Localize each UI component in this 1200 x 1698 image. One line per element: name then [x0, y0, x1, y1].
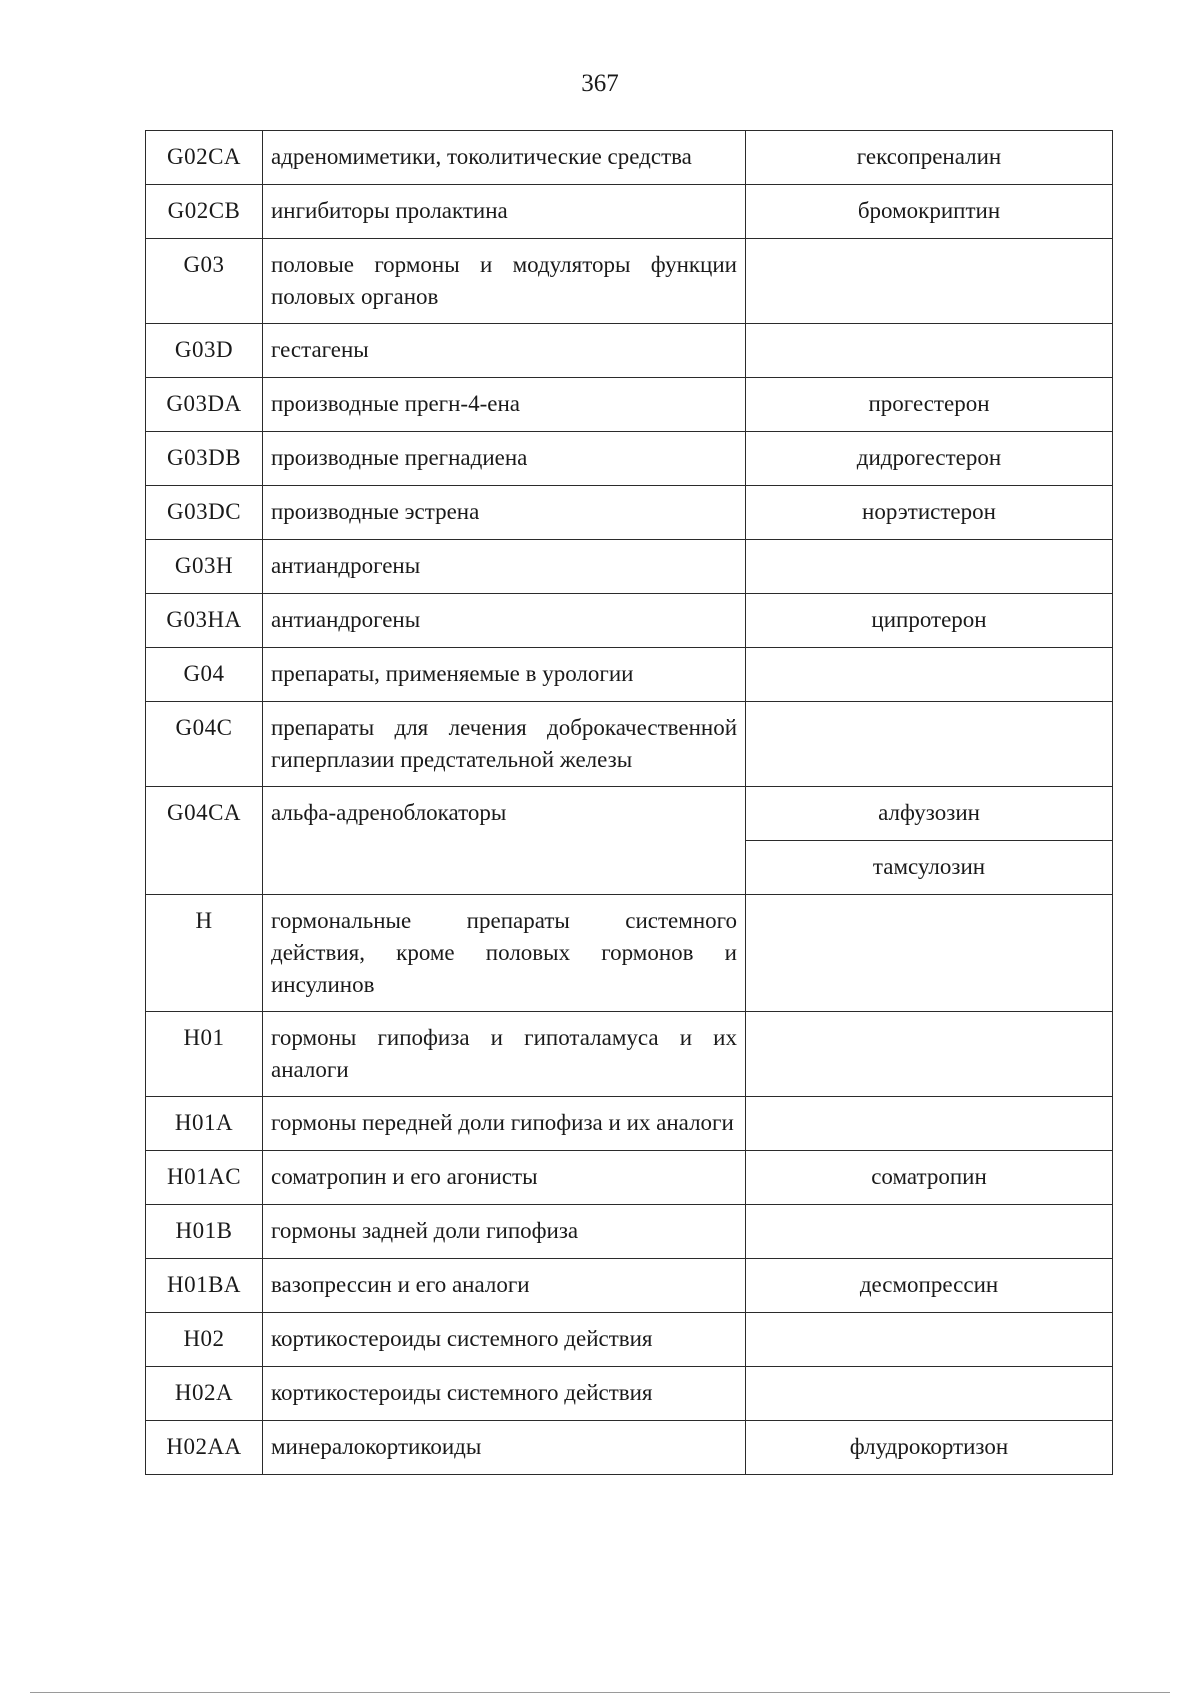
atc-code-cell: H01B	[146, 1205, 263, 1259]
table-row	[146, 239, 1113, 324]
atc-classification-table	[145, 130, 1113, 1475]
table-row	[146, 702, 1113, 787]
atc-code-cell: G04C	[146, 702, 263, 787]
atc-description-cell: вазопрессин и его аналоги	[263, 1259, 746, 1313]
drug-name-cell: флудрокортизон	[746, 1421, 1113, 1475]
atc-code-cell: H01	[146, 1012, 263, 1097]
atc-description-cell: антиандрогены	[263, 594, 746, 648]
atc-code-cell: H02AA	[146, 1421, 263, 1475]
drug-name-cell: прогестерон	[746, 378, 1113, 432]
bottom-scan-line	[30, 1692, 1170, 1693]
atc-description-cell: гормональные препараты системного действия, кроме половых гормонов и инсулинов	[263, 895, 746, 1012]
atc-description-cell: гормоны задней доли гипофиза	[263, 1205, 746, 1259]
drug-name-cell	[746, 1097, 1113, 1151]
atc-code-cell: G03	[146, 239, 263, 324]
atc-code-cell: G02CB	[146, 185, 263, 239]
atc-code-cell: G04CA	[146, 787, 263, 895]
atc-code-cell: G04	[146, 648, 263, 702]
table-row	[146, 1367, 1113, 1421]
atc-description-cell: соматропин и его агонисты	[263, 1151, 746, 1205]
table-row	[146, 324, 1113, 378]
atc-code-cell: H01AC	[146, 1151, 263, 1205]
drug-name-cell	[746, 324, 1113, 378]
drug-name-cell	[746, 1313, 1113, 1367]
drug-name-cell: соматропин	[746, 1151, 1113, 1205]
table-row	[146, 1012, 1113, 1097]
table-row	[146, 787, 1113, 841]
atc-description-cell: препараты для лечения доброкачественной гиперплазии предстательной железы	[263, 702, 746, 787]
atc-description-cell: адреномиметики, токолитические средства	[263, 131, 746, 185]
drug-name-cell: бромокриптин	[746, 185, 1113, 239]
atc-description-cell: производные эстрена	[263, 486, 746, 540]
atc-description-cell: кортикостероиды системного действия	[263, 1313, 746, 1367]
drug-name-cell: гексопреналин	[746, 131, 1113, 185]
atc-description-cell: половые гормоны и модуляторы функции половых органов	[263, 239, 746, 324]
drug-name-cell	[746, 1012, 1113, 1097]
table-row	[146, 432, 1113, 486]
atc-description-cell: производные прегн-4-ена	[263, 378, 746, 432]
atc-code-cell: G03D	[146, 324, 263, 378]
drug-name-cell: десмопрессин	[746, 1259, 1113, 1313]
drug-name-cell	[746, 239, 1113, 324]
atc-code-cell: G03DA	[146, 378, 263, 432]
drug-name-cell	[746, 702, 1113, 787]
atc-description-cell: производные прегнадиена	[263, 432, 746, 486]
drug-name-cell	[746, 648, 1113, 702]
table-row	[146, 594, 1113, 648]
table-row	[146, 648, 1113, 702]
atc-code-cell: H02A	[146, 1367, 263, 1421]
atc-description-cell: препараты, применяемые в урологии	[263, 648, 746, 702]
atc-code-cell: G03DB	[146, 432, 263, 486]
drug-name-cell	[746, 1205, 1113, 1259]
table-row	[146, 185, 1113, 239]
atc-description-cell: гормоны гипофиза и гипоталамуса и их аналоги	[263, 1012, 746, 1097]
atc-description-cell: гестагены	[263, 324, 746, 378]
table-row	[146, 540, 1113, 594]
drug-name-cell: тамсулозин	[746, 841, 1113, 895]
drug-name-cell: дидрогестерон	[746, 432, 1113, 486]
atc-code-cell: G02CA	[146, 131, 263, 185]
atc-code-cell: H02	[146, 1313, 263, 1367]
table-row	[146, 1205, 1113, 1259]
atc-description-cell: минералокортикоиды	[263, 1421, 746, 1475]
table-row	[146, 1313, 1113, 1367]
table-row	[146, 1259, 1113, 1313]
table-row	[146, 1097, 1113, 1151]
drug-name-cell: ципротерон	[746, 594, 1113, 648]
atc-code-cell: H01BA	[146, 1259, 263, 1313]
drug-name-cell	[746, 1367, 1113, 1421]
atc-description-cell: альфа-адреноблокаторы	[263, 787, 746, 895]
table-row	[146, 131, 1113, 185]
atc-code-cell: H01A	[146, 1097, 263, 1151]
atc-code-cell: H	[146, 895, 263, 1012]
atc-description-cell: гормоны передней доли гипофиза и их аналоги	[263, 1097, 746, 1151]
page-number: 367	[581, 70, 619, 97]
atc-code-cell: G03DC	[146, 486, 263, 540]
table-row	[146, 486, 1113, 540]
table-row	[146, 1421, 1113, 1475]
table-row	[146, 378, 1113, 432]
drug-name-cell	[746, 895, 1113, 1012]
atc-code-cell: G03HA	[146, 594, 263, 648]
drug-name-cell	[746, 540, 1113, 594]
table-body	[146, 131, 1113, 1475]
atc-description-cell: кортикостероиды системного действия	[263, 1367, 746, 1421]
drug-name-cell: алфузозин	[746, 787, 1113, 841]
atc-code-cell: G03H	[146, 540, 263, 594]
drug-name-cell: норэтистерон	[746, 486, 1113, 540]
atc-description-cell: ингибиторы пролактина	[263, 185, 746, 239]
table-row	[146, 895, 1113, 1012]
atc-description-cell: антиандрогены	[263, 540, 746, 594]
table-row	[146, 1151, 1113, 1205]
